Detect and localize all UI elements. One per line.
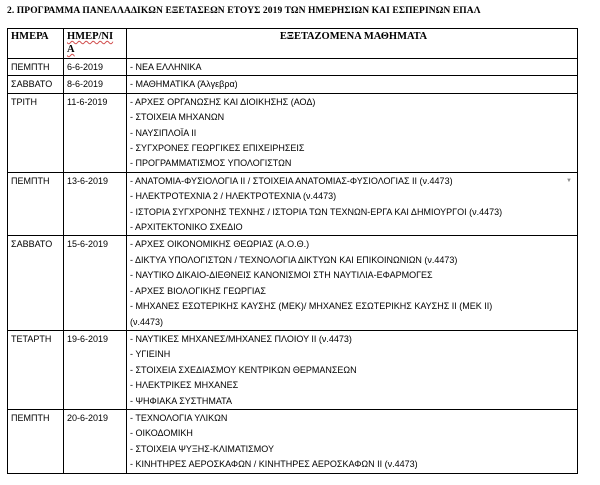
header-date xyxy=(64,29,127,59)
cell-date[interactable]: 11-6-2019 xyxy=(64,93,127,172)
subject-line: - ΝΑΥΤΙΚΕΣ ΜΗΧΑΝΕΣ/ΜΗΧΑΝΕΣ ΠΛΟΙΟΥ ΙΙ (ν.4473) xyxy=(130,333,352,344)
cell-subjects[interactable] xyxy=(127,330,578,409)
subject-line: - ΣΤΟΙΧΕΙΑ ΜΗΧΑΝΩΝ xyxy=(130,112,225,123)
subject-line: - ΝΑΥΣΙΠΛΟΪΑ ΙΙ xyxy=(130,127,197,138)
cell-day[interactable]: ΤΡΙΤΗ xyxy=(8,93,64,172)
table-row[interactable] xyxy=(8,172,578,236)
table-row[interactable] xyxy=(8,409,578,473)
table-row[interactable] xyxy=(8,76,578,93)
table-body xyxy=(8,59,578,474)
header-subjects: ΕΞΕΤΑΖΟΜΕΝΑ ΜΑΘΗΜΑΤΑ xyxy=(127,29,578,59)
subject-line: - ΚΙΝΗΤΗΡΕΣ ΑΕΡΟΣΚΑΦΩΝ / ΚΙΝΗΤΗΡΕΣ ΑΕΡΟΣΚΑΦΩΝ ΙΙ (ν.4473) xyxy=(130,459,418,470)
subject-line: - ΗΛΕΚΤΡΙΚΕΣ ΜΗΧΑΝΕΣ xyxy=(130,380,239,391)
header-day: ΗΜΕΡΑ xyxy=(8,29,64,59)
header-date-line1: ΗΜΕΡ/ΝΙ xyxy=(67,31,114,42)
subject-line: - ΨΗΦΙΑΚΑ ΣΥΣΤΗΜΑΤΑ xyxy=(130,395,233,406)
exam-schedule-table xyxy=(7,28,578,474)
cell-day[interactable]: ΣΑΒΒΑΤΟ xyxy=(8,76,64,93)
subject-line: (ν.4473) xyxy=(130,316,164,327)
subject-line: - ΜΗΧΑΝΕΣ ΕΣΩΤΕΡΙΚΗΣ ΚΑΥΣΗΣ (ΜΕΚ)/ ΜΗΧΑΝΕΣ ΕΣΩΤΕΡΙΚΗΣ ΚΑΥΣΗΣ ΙΙ (ΜΕΚ ΙΙ) xyxy=(130,301,493,312)
table-header-row xyxy=(8,29,578,59)
chevron-down-icon[interactable]: ▼ xyxy=(566,177,572,184)
table-row[interactable] xyxy=(8,236,578,330)
subject-line: - ΜΑΘΗΜΑΤΙΚΑ (Άλγεβρα) xyxy=(130,79,238,90)
cell-day[interactable]: ΠΕΜΠΤΗ xyxy=(8,409,64,473)
cell-day[interactable]: ΠΕΜΠΤΗ xyxy=(8,59,64,76)
cell-date[interactable]: 19-6-2019 xyxy=(64,330,127,409)
subject-line: - ΙΣΤΟΡΙΑ ΣΥΓΧΡΟΝΗΣ ΤΕΧΝΗΣ / ΙΣΤΟΡΙΑ ΤΩΝ ΤΕΧΝΩΝ-ΕΡΓΑ ΚΑΙ ΔΗΜΙΟΥΡΓΟΙ (ν.4473) xyxy=(130,206,503,217)
subject-line: - ΑΡΧΕΣ ΟΡΓΑΝΩΣΗΣ ΚΑΙ ΔΙΟΙΚΗΣΗΣ (ΑΟΔ) xyxy=(130,96,316,107)
document-title: 2. ΠΡΟΓΡΑΜΜΑ ΠΑΝΕΛΛΑΔΙΚΩΝ ΕΞΕΤΑΣΕΩΝ ΕΤΟΥΣ 2019 ΤΩΝ ΗΜΕΡΗΣΙΩΝ ΚΑΙ ΕΣΠΕΡΙΝΩΝ ΕΠΑΛ xyxy=(7,6,481,16)
subject-line: - ΠΡΟΓΡΑΜΜΑΤΙΣΜΟΣ ΥΠΟΛΟΓΙΣΤΩΝ xyxy=(130,158,292,169)
table-row[interactable] xyxy=(8,93,578,172)
cell-day[interactable]: ΠΕΜΠΤΗ xyxy=(8,172,64,236)
subject-line: - ΣΤΟΙΧΕΙΑ ΣΧΕΔΙΑΣΜΟΥ ΚΕΝΤΡΙΚΩΝ ΘΕΡΜΑΝΣΕΩΝ xyxy=(130,364,357,375)
cell-date[interactable]: 20-6-2019 xyxy=(64,409,127,473)
subject-line: - ΤΕΧΝΟΛΟΓΙΑ ΥΛΙΚΩΝ xyxy=(130,412,228,423)
cell-date[interactable]: 15-6-2019 xyxy=(64,236,127,330)
subject-line: - ΣΥΓΧΡΟΝΕΣ ΓΕΩΡΓΙΚΕΣ ΕΠΙΧΕΙΡΗΣΕΙΣ xyxy=(130,143,305,154)
cell-subjects[interactable] xyxy=(127,93,578,172)
cell-day[interactable]: ΣΑΒΒΑΤΟ xyxy=(8,236,64,330)
subject-line: - ΑΡΧΕΣ ΒΙΟΛΟΓΙΚΗΣ ΓΕΩΡΓΙΑΣ xyxy=(130,285,266,296)
subject-line: - ΣΤΟΙΧΕΙΑ ΨΥΞΗΣ-ΚΛΙΜΑΤΙΣΜΟΥ xyxy=(130,443,274,454)
cell-subjects[interactable] xyxy=(127,409,578,473)
header-date-line2: Α xyxy=(67,44,75,55)
cell-date[interactable]: 6-6-2019 xyxy=(64,59,127,76)
subject-line: - ΑΡΧΙΤΕΚΤΟΝΙΚΟ ΣΧΕΔΙΟ xyxy=(130,222,243,233)
cell-subjects[interactable] xyxy=(127,236,578,330)
cell-subjects[interactable] xyxy=(127,59,578,76)
cell-day[interactable]: ΤΕΤΑΡΤΗ xyxy=(8,330,64,409)
subject-line: - ΥΓΙΕΙΝΗ xyxy=(130,349,171,360)
subject-line: - ΗΛΕΚΤΡΟΤΕΧΝΙΑ 2 / ΗΛΕΚΤΡΟΤΕΧΝΙΑ (ν.4473) xyxy=(130,191,337,202)
cell-subjects[interactable] xyxy=(127,76,578,93)
cell-subjects[interactable] xyxy=(127,172,578,236)
cell-date[interactable]: 13-6-2019 xyxy=(64,172,127,236)
subject-line: - ΟΙΚΟΔΟΜΙΚΗ xyxy=(130,428,193,439)
table-row[interactable] xyxy=(8,330,578,409)
subject-line: - ΑΡΧΕΣ ΟΙΚΟΝΟΜΙΚΗΣ ΘΕΩΡΙΑΣ (Α.Ο.Θ.) xyxy=(130,239,310,250)
subject-line: - ΝΕΑ ΕΛΛΗΝΙΚΑ xyxy=(130,62,202,72)
subject-line: - ΑΝΑΤΟΜΙΑ-ΦΥΣΙΟΛΟΓΙΑ ΙΙ / ΣΤΟΙΧΕΙΑ ΑΝΑΤΟΜΙΑΣ-ΦΥΣΙΟΛΟΓΙΑΣ ΙΙ (ν.4473) xyxy=(130,175,453,186)
subject-line: - ΔΙΚΤΥΑ ΥΠΟΛΟΓΙΣΤΩΝ / ΤΕΧΝΟΛΟΓΙΑ ΔΙΚΤΥΩΝ ΚΑΙ ΕΠΙΚΟΙΝΩΝΙΩΝ (ν.4473) xyxy=(130,254,458,265)
cell-date[interactable]: 8-6-2019 xyxy=(64,76,127,93)
table-row[interactable] xyxy=(8,59,578,76)
subject-line: - ΝΑΥΤΙΚΟ ΔΙΚΑΙΟ-ΔΙΕΘΝΕΙΣ ΚΑΝΟΝΙΣΜΟΙ ΣΤΗ ΝΑΥΤΙΛΙΑ-ΕΦΑΡΜΟΓΕΣ xyxy=(130,270,433,281)
